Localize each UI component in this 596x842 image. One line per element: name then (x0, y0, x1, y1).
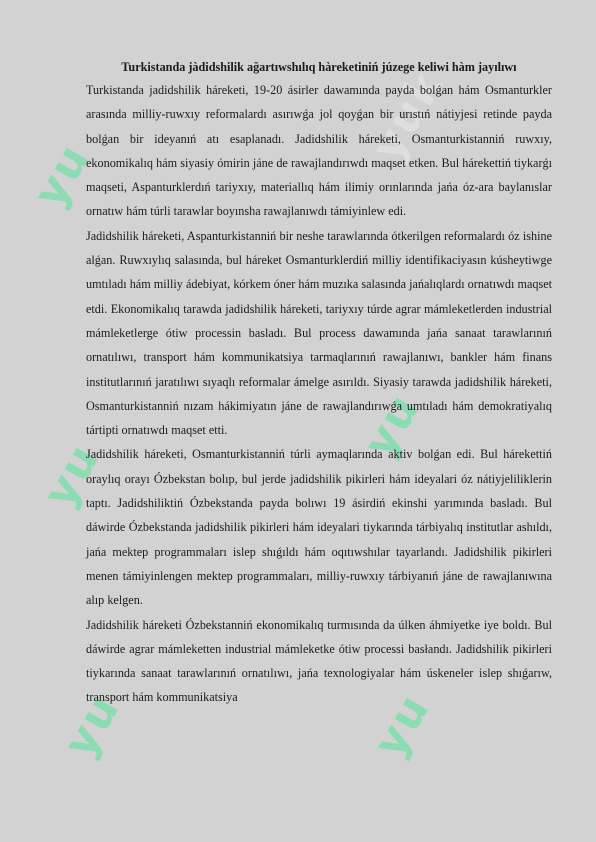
paragraph-4: Jadidshilik háreketi Ózbekstanniń ekonomikalıq turmısında da úlken áhmiyetke iye boldı. Bul dáwirde agrar mámleketten industrial mámleketke ótiw processi basłandı. Jadidshilik pikirleri tiykarında sanaat tarawlarınıń ornatılıwı, jańa texnologiyalar hám úskeneler islep shıǵarıw, transport hám kommunikatsiya (86, 617, 552, 705)
paragraph-2: Jadidshilik háreketi, Aspanturkistanniń bir neshe tarawlarında ótkerilgen reformalardı óz ishine alǵan. Ruwxıylıq salasında, bul háreket Osmanturklerdiń milliy identifikaciyasın kúsheytiwge umtıladı hám milliy ádebiyat, kórkem óner hám muzıka salasında jańalıqlardı ornatıwdı maqset etdi. Ekonomikalıq tarawda jadidshilik háreketi, tariyxıy túrde agrar mámleketlerden industrial mámleketlerge ótiw processin basladı. Bul process dawamında jańa sanaat tarawlarınıń ornatılıwı, transport hám kommunikatsiya tarmaqlarınıń rawajlanıwı, bankler hám finans institutlarınıń jaratılıwı sıyaqlı reformalar ámelge asırıldı. Siyasiy tarawda jadidshilik háreketi, Osmanturkistanniń nızam hákimiyatın jáne de rawajlandırıwǵa umtıladı hám demokratiyalıq tártipti ornatıwdı maqset etti. (86, 228, 552, 438)
watermark-top-left: yu (23, 135, 101, 216)
watermark-top-right: yuk (361, 61, 454, 170)
document-title: Turkistanda jàdidshilik ağartıwshılıq hàreketiniń júzege keliwi hàm jayılıwı (121, 60, 517, 74)
watermark-bottom-left: yu (53, 685, 131, 766)
paragraph-3: Jadidshilik háreketi, Osmanturkistanniń túrli aymaqlarında aktiv bolǵan edi. Bul hárekettiń oraylıq orayı Ózbekstan bolıp, bul jerde jadidshilik pikirleri hám ideyalari óz nátiyjeliliklerin taptı. Jadidshiliktiń Ózbekstanda payda bolıwı 19 ásirdiń ekinshi yarımında basladı. Bul dáwirde Ózbekstanda jadidshilik pikirleri hám ideyalari tiykarında tárbiyalıq institutlar ashıldı, jańa mektep programmaları islep shıǵıldı hám oqıtıwshılar tayarlandı. Jadidshilik pikirleri menen támiyinlengen mektep programmaları, milliy-ruwxıy tárbiyanıń jáne de rawajlanıwına alıp kelgen. (86, 447, 552, 608)
document-body (86, 56, 552, 710)
watermark-mid-left: yu (33, 435, 111, 516)
watermark-mid-right: yu (353, 385, 431, 466)
paragraph-1: Turkistanda jadidshilik háreketi, 19-20 ásirler dawamında payda bolǵan hám Osmanturkler arasında milliy-ruwxıy reformalardı asırıwǵa jol qoyǵan bir urıstıń nátiyjesi retinde payda bolǵan bir ideyanıń atı esaplanadı. Jadidshilik háreketi, Osmanturkistanniń ruwxıy, ekonomikalıq hám siyasiy ómirin jáne de rawajlandırıwdı maqset etken. Bul hárekettiń tiykarǵı maqseti, Aspanturklerdıń tariyxıy, materiallıq hám ilimiy orınlarında jańa óz-ara baylanıslar ornatıw hám túrli tarawlar boyınsha rawajlanıwdı támiyinlew edi. (86, 83, 552, 219)
watermark-bottom-right: yu (363, 685, 441, 766)
